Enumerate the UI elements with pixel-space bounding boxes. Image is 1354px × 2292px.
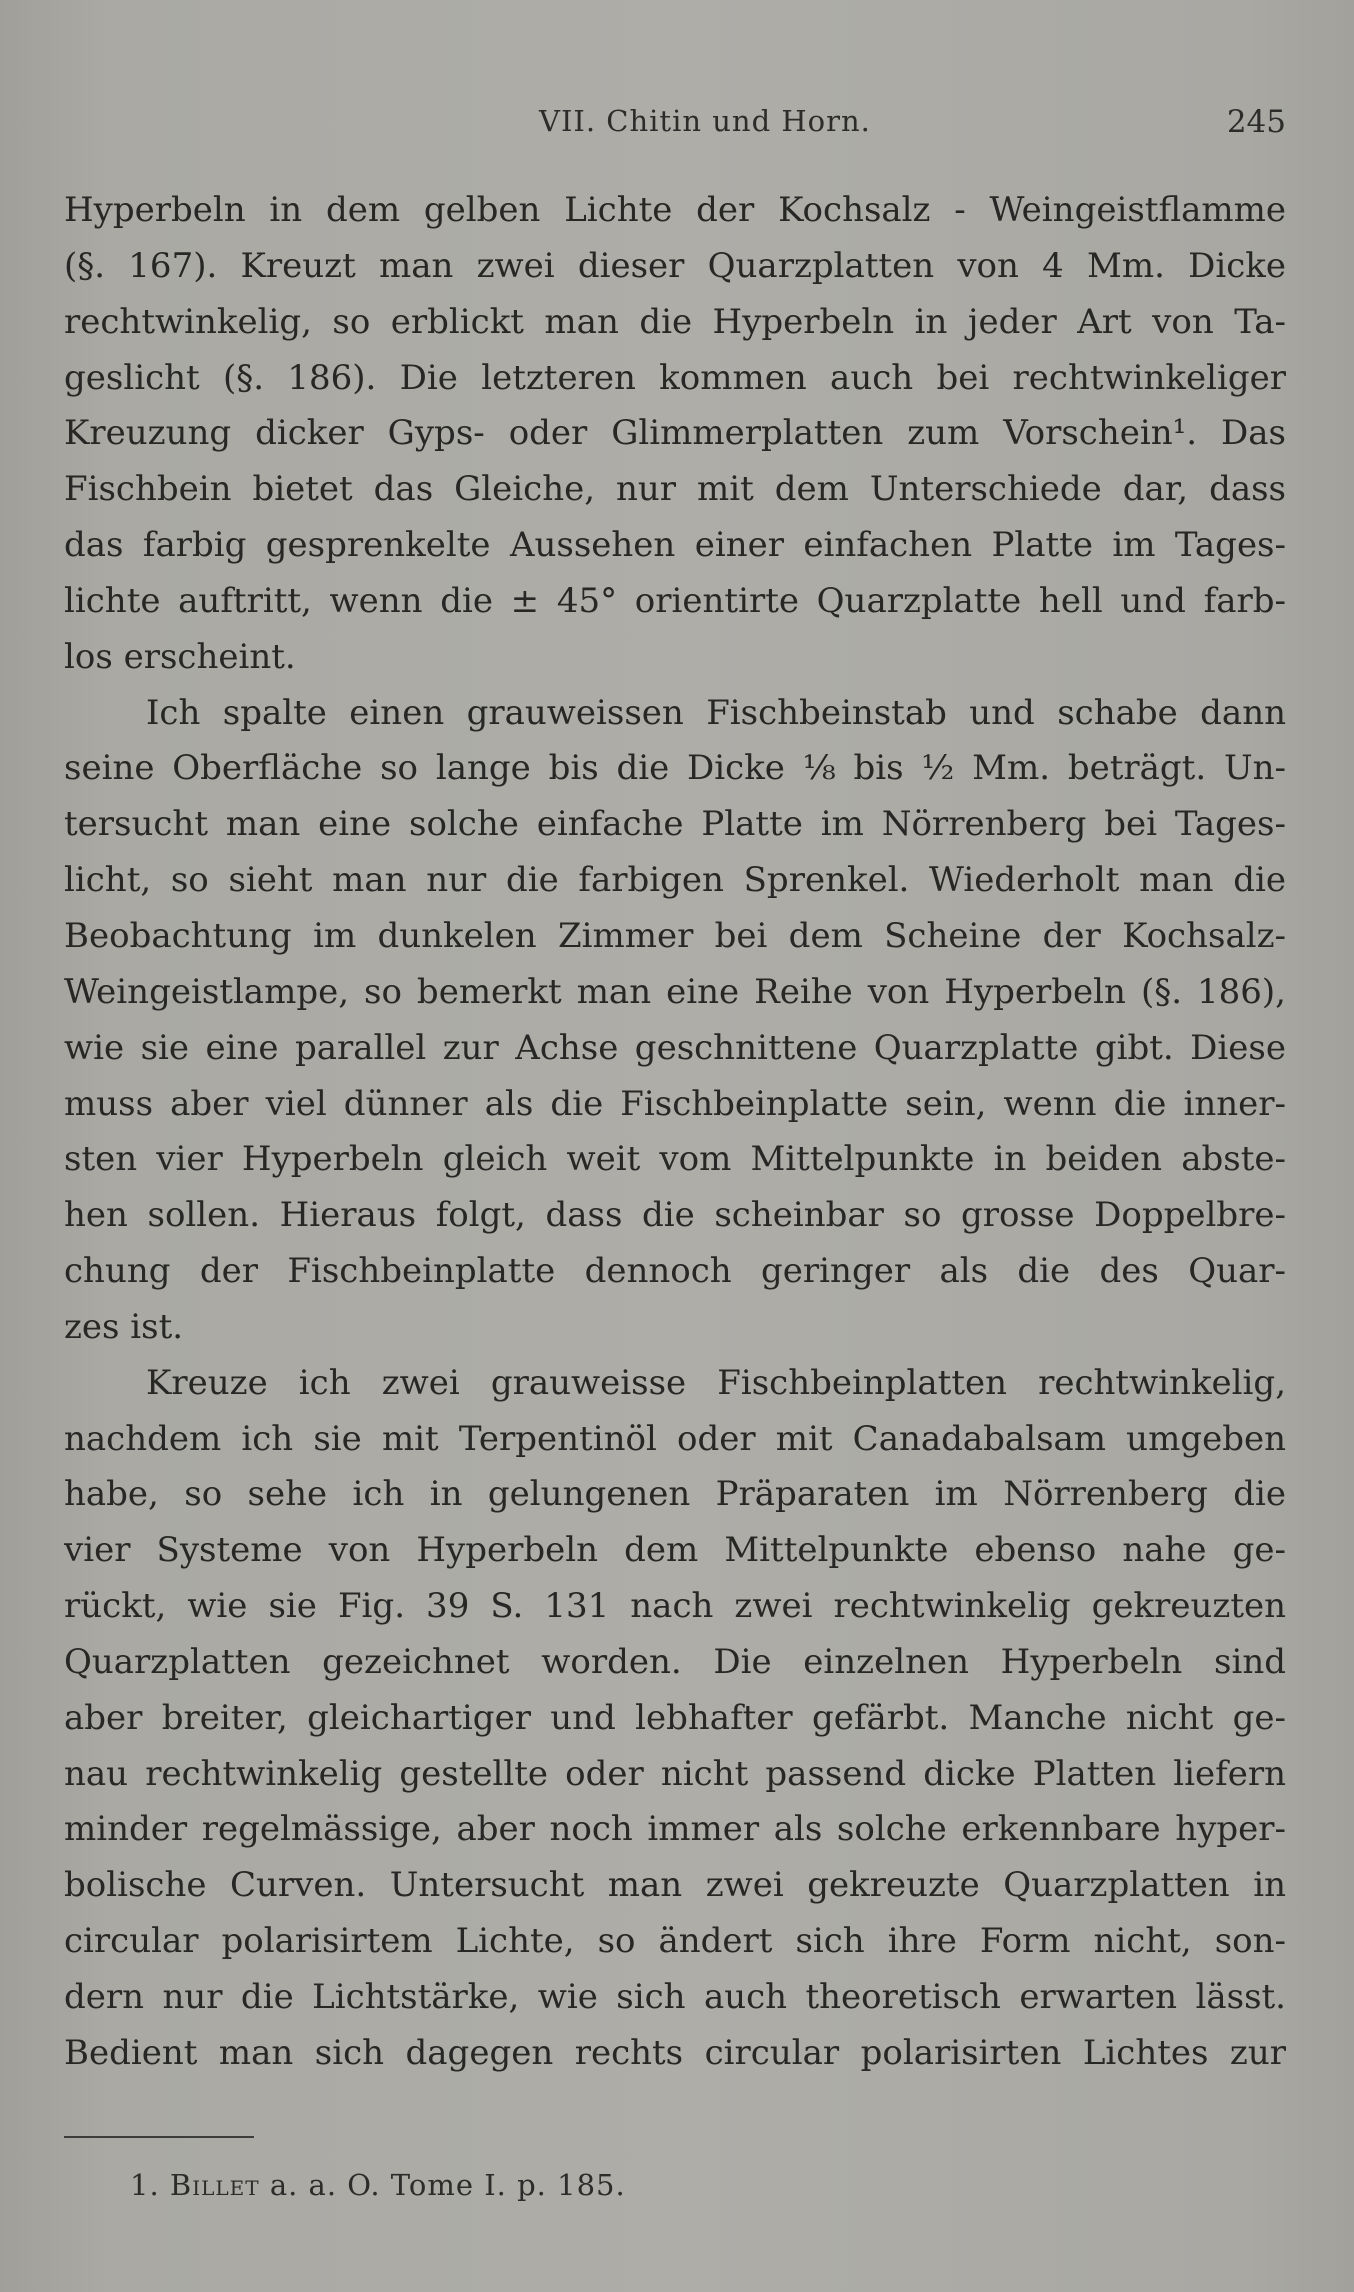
text-line: nau rechtwinkelig gestellte oder nicht passend dicke Platten liefern xyxy=(64,1753,1286,1794)
text-line: geslicht (§. 186). Die letzteren kommen auch bei rechtwinkeliger xyxy=(64,357,1286,398)
text-line: rückt, wie sie Fig. 39 S. 131 nach zwei rechtwinkelig gekreuzten xyxy=(64,1586,1286,1627)
text-line: nachdem ich sie mit Terpentinöl oder mit Canadabalsam umgeben xyxy=(64,1418,1286,1459)
text-line: tersucht man eine solche einfache Platte im Nörrenberg bei Tages- xyxy=(64,804,1286,845)
text-line: vier Systeme von Hyperbeln dem Mittelpunkte ebenso nahe ge- xyxy=(64,1530,1286,1571)
text-line: rechtwinkelig, so erblickt man die Hyperbeln in jeder Art von Ta- xyxy=(64,301,1286,342)
running-head: VII. Chitin und Horn. xyxy=(539,104,871,138)
text-line: circular polarisirtem Lichte, so ändert sich ihre Form nicht, son- xyxy=(64,1921,1286,1962)
text-line: Beobachtung im dunkelen Zimmer bei dem Scheine der Kochsalz- xyxy=(64,915,1286,956)
text-line: dern nur die Lichtstärke, wie sich auch theoretisch erwarten lässt. xyxy=(64,1977,1286,2017)
text-line: habe, so sehe ich in gelungenen Präparaten im Nörrenberg die xyxy=(64,1474,1286,1515)
text-line: chung der Fischbeinplatte dennoch geringer als die des Quar- xyxy=(64,1251,1286,1292)
text-line: Hyperbeln in dem gelben Lichte der Kochsalz - Weingeistflamme xyxy=(64,190,1286,230)
footnote-reference: a. a. O. Tome I. p. 185. xyxy=(269,2168,626,2202)
paragraph xyxy=(64,183,1286,686)
footnote-rule xyxy=(64,2136,254,2138)
text-line: muss aber viel dünner als die Fischbeinplatte sein, wenn die inner- xyxy=(64,1083,1286,1124)
text-line: Ich spalte einen grauweissen Fischbeinstab und schabe dann xyxy=(146,692,1286,733)
text-line: minder regelmässige, aber noch immer als solche erkennbare hyper- xyxy=(64,1809,1286,1850)
page-number: 245 xyxy=(1226,104,1286,140)
text-line: aber breiter, gleichartiger und lebhafter gefärbt. Manche nicht ge- xyxy=(64,1697,1286,1738)
footnote-marker: 1. xyxy=(130,2168,160,2202)
page-header xyxy=(64,104,1286,148)
footnote-author: Billet xyxy=(169,2168,260,2202)
text-line: wie sie eine parallel zur Achse geschnittene Quarzplatte gibt. Diese xyxy=(64,1027,1286,1068)
footnote xyxy=(130,2168,626,2202)
text-line: Fischbein bietet das Gleiche, nur mit dem Unterschiede dar, dass xyxy=(64,469,1286,510)
text-line: hen sollen. Hieraus folgt, dass die scheinbar so grosse Doppelbre- xyxy=(64,1195,1286,1236)
text-line: los erscheint. xyxy=(64,636,296,677)
body-text xyxy=(64,183,1286,2082)
paragraph xyxy=(64,1356,1286,2082)
text-line: licht, so sieht man nur die farbigen Sprenkel. Wiederholt man die xyxy=(64,860,1286,901)
text-line: lichte auftritt, wenn die ± 45° orientirte Quarzplatte hell und farb- xyxy=(64,580,1286,621)
text-line: Kreuzung dicker Gyps- oder Glimmerplatten zum Vorschein¹. Das xyxy=(64,413,1286,454)
text-line: Bedient man sich dagegen rechts circular polarisirten Lichtes zur xyxy=(64,2032,1286,2073)
text-line: seine Oberfläche so lange bis die Dicke ⅛ bis ½ Mm. beträgt. Un- xyxy=(64,748,1286,789)
text-line: sten vier Hyperbeln gleich weit vom Mittelpunkte in beiden abste- xyxy=(64,1139,1286,1180)
text-line: Kreuze ich zwei grauweisse Fischbeinplatten rechtwinkelig, xyxy=(146,1362,1286,1403)
text-line: das farbig gesprenkelte Aussehen einer einfachen Platte im Tages- xyxy=(64,525,1286,566)
text-line: bolische Curven. Untersucht man zwei gekreuzte Quarzplatten in xyxy=(64,1865,1286,1906)
text-line: Weingeistlampe, so bemerkt man eine Reihe von Hyperbeln (§. 186), xyxy=(64,971,1286,1012)
paragraph xyxy=(64,686,1286,1356)
text-line: (§. 167). Kreuzt man zwei dieser Quarzplatten von 4 Mm. Dicke xyxy=(64,245,1286,286)
text-line: zes ist. xyxy=(64,1306,184,1347)
text-line: Quarzplatten gezeichnet worden. Die einzelnen Hyperbeln sind xyxy=(64,1641,1286,1682)
